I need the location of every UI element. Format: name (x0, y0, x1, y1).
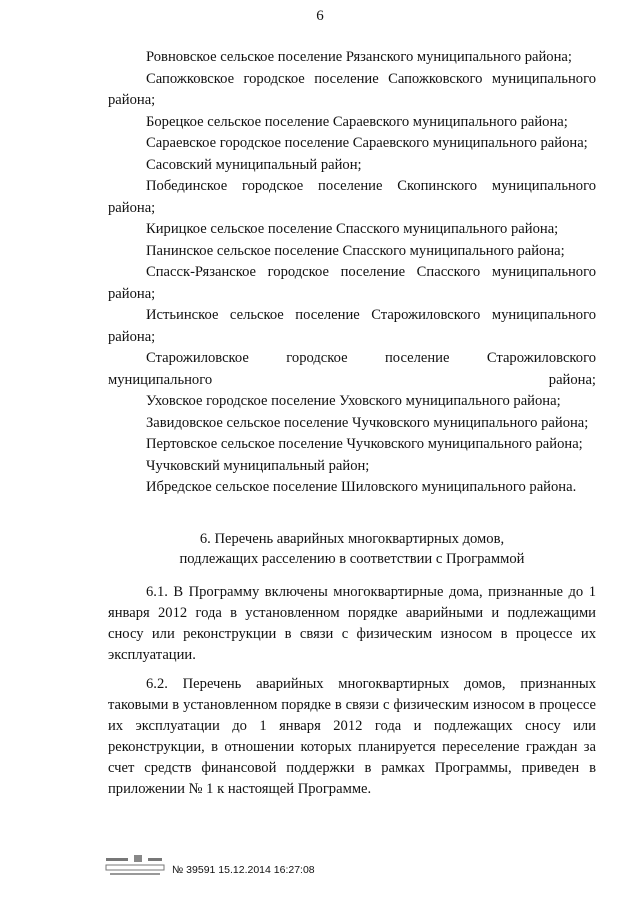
list-item: Сараевское городское поселение Сараевского муниципального района; (146, 135, 588, 151)
settlement-list (108, 47, 596, 499)
list-item: Ибредское сельское поселение Шиловского муниципального района. (146, 479, 577, 495)
registry-stamp-icon (104, 852, 166, 878)
page-number: 6 (316, 8, 324, 24)
document-footer (104, 852, 315, 878)
list-item: Спасск-Рязанское городское поселение Спасского муниципального района; (108, 264, 596, 302)
paragraph-6-1: 6.1. В Программу включены многоквартирные дома, признанные до 1 января 2012 года в установленном порядке аварийными и подлежащими сносу или реконструкции в связи с физическим износом в процессе их эксплуатации. (108, 583, 596, 663)
document-body (108, 47, 596, 800)
list-item: Пертовское сельское поселение Чучковского муниципального района; (146, 436, 583, 452)
list-item: Ровновское сельское поселение Рязанского муниципального района; (146, 49, 572, 65)
list-item: Борецкое сельское поселение Сараевского муниципального района; (146, 113, 568, 130)
section-heading (108, 529, 596, 570)
list-item: Старожиловское городское поселение Старожиловского муниципального района; (108, 350, 596, 388)
list-item: Завидовское сельское поселение Чучковского муниципального района; (146, 414, 589, 431)
list-item: Уховское городское поселение Уховского муниципального района; (146, 393, 561, 409)
list-item: Чучковский муниципальный район; (146, 457, 370, 474)
list-item: Панинское сельское поселение Спасского муниципального района; (146, 242, 565, 259)
list-item: Сапожковское городское поселение Сапожковского муниципального района; (108, 70, 596, 108)
section-heading-line: 6. Перечень аварийных многоквартирных домов, (199, 530, 505, 547)
list-item: Побединское городское поселение Скопинского муниципального района; (108, 178, 596, 216)
list-item: Сасовский муниципальный район; (146, 156, 362, 173)
list-item: Кирицкое сельское поселение Спасского муниципального района; (146, 221, 559, 237)
section-heading-line: подлежащих расселению в соответствии с Программой (179, 551, 525, 567)
document-reference: № 39591 15.12.2014 16:27:08 (172, 864, 315, 876)
paragraph-6-2: 6.2. Перечень аварийных многоквартирных домов, признанных таковыми в установленном порядке в связи с физическим износом в процессе их эксплуатации до 1 января 2012 года и подлежащих сносу или реконструкции, в отношении которых планируется переселение граждан за счет средств финансовой поддержки в рамках Программы, приведен в приложении № 1 к настоящей Программе. (108, 675, 596, 797)
list-item: Истьинское сельское поселение Старожиловского муниципального района; (108, 307, 596, 345)
